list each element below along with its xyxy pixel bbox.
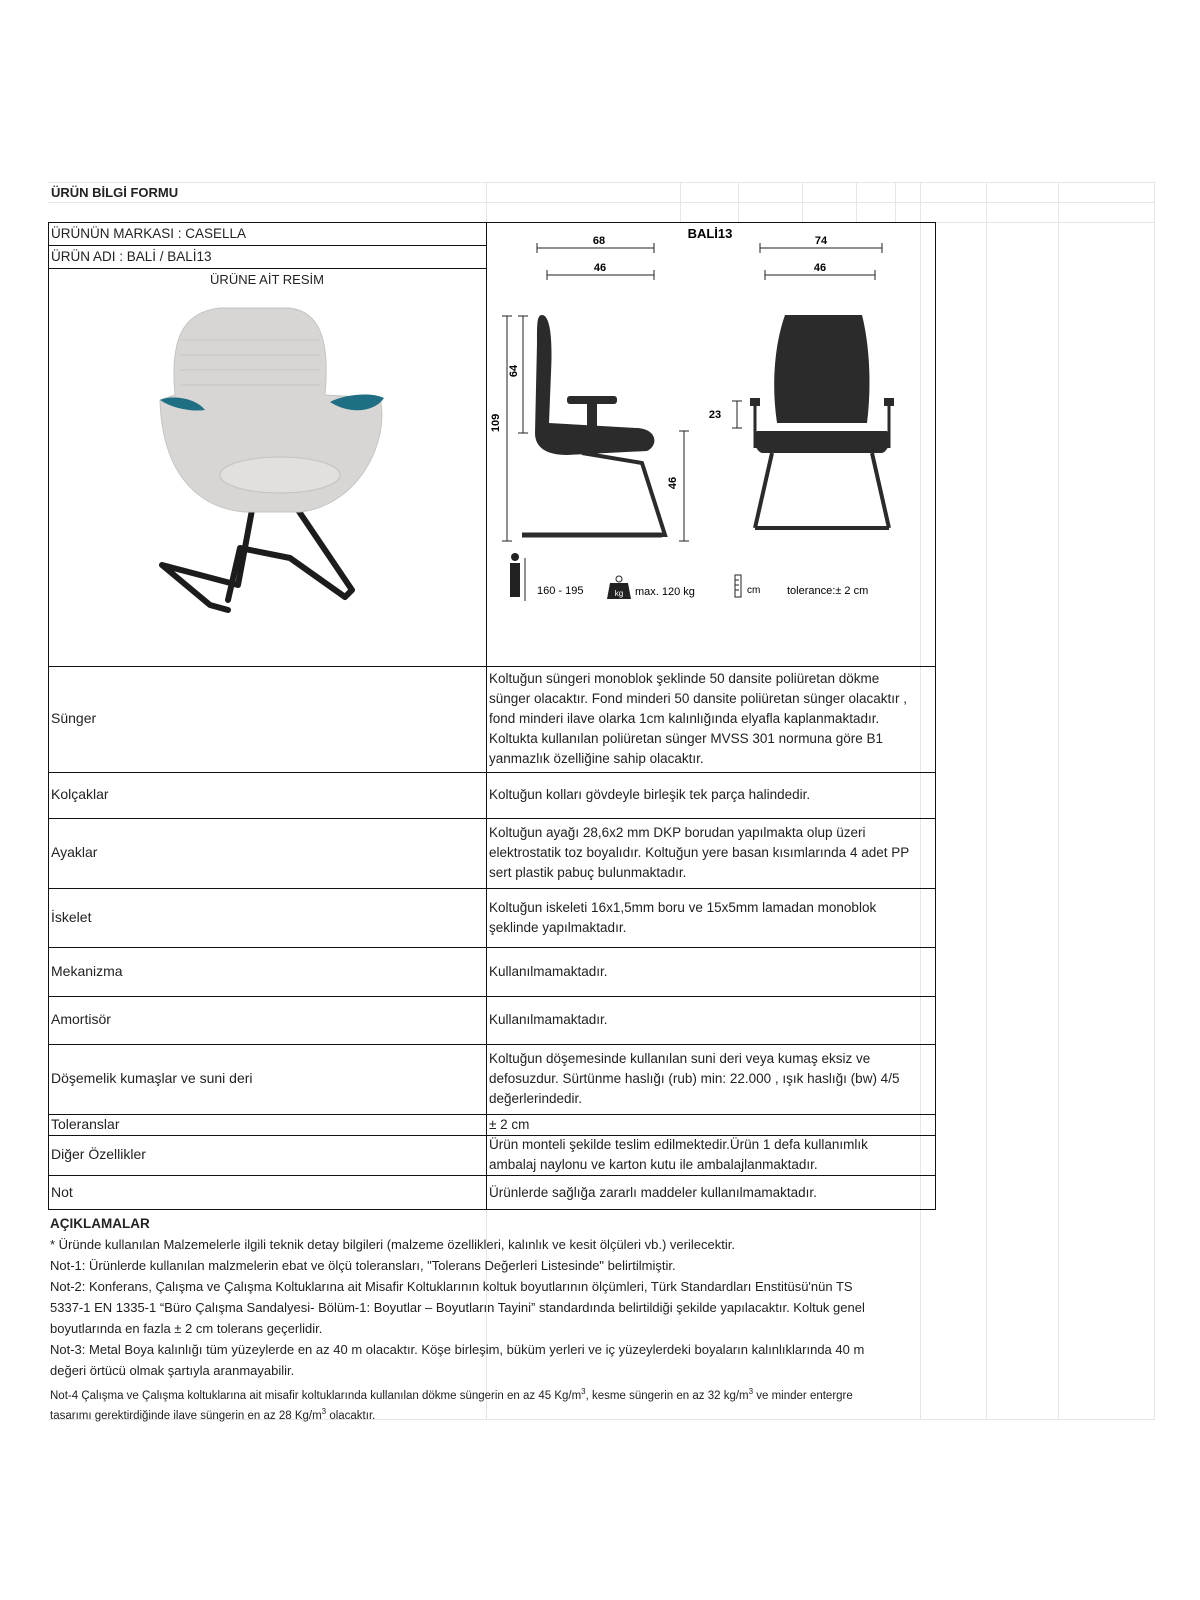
chair-seat-cushion [220, 457, 340, 493]
spec-label: Toleranslar [51, 1115, 120, 1132]
brand-line: ÜRÜNÜN MARKASI : CASELLA [51, 226, 247, 241]
row-divider [48, 818, 936, 819]
column-divider [486, 772, 487, 818]
dim-front-width: 74 [814, 235, 828, 247]
spec-value-line: değerlerindedir. [489, 1091, 583, 1106]
column-divider [486, 666, 487, 772]
spec-label: Not [51, 1183, 73, 1200]
spec-value-line: Koltukta kullanılan poliüretan sünger MVSS 301 normuna göre B1 [489, 731, 883, 746]
spec-value-line: Kullanılmamaktadır. [489, 963, 608, 979]
user-height-range: 160 - 195 [537, 585, 584, 597]
side-view-chair [535, 315, 654, 455]
person-icon [510, 553, 525, 601]
spec-value-line: fond minderi ilave olarka 1cm kalınlığında elyafla kaplanmaktadır. [489, 711, 880, 726]
spec-value-line: Ürünlerde sağlığa zararlı maddeler kullanılmamaktadır. [489, 1184, 817, 1200]
spec-value-line: Koltuğun döşemesinde kullanılan suni deri veya kumaş eksiz ve [489, 1051, 871, 1066]
unit-label: cm [747, 585, 761, 596]
spec-value-line: Kullanılmamaktadır. [489, 1012, 608, 1027]
row-divider [48, 996, 936, 997]
weight-icon [607, 576, 631, 599]
row-divider [48, 666, 936, 667]
note-2-line-1: Not-2: Konferans, Çalışma ve Çalışma Koltuklarına ait Misafir Koltuklarının koltuk boyutlarının ölçümleri, Türk Standardları Enstitüsü'nün TS [50, 1279, 853, 1294]
divider [48, 268, 486, 269]
spec-value-line: Koltuğun iskeleti 16x1,5mm boru ve 15x5mm lamadan monoblok [489, 899, 877, 915]
note-4-line-1: Not-4 Çalışma ve Çalışma koltuklarına ait misafir koltuklarında kullanılan dökme süngerin en az 45 $Kg/m^3$, kesme süngerin en az 32 $kg/m^3$ ve minder entergre [50, 1387, 853, 1402]
dim-front-seat: 46 [813, 262, 827, 274]
front-view-chair [774, 315, 869, 423]
dim-arm-height: 23 [708, 409, 722, 421]
spec-value-line: defosuzdur. Sürtünme haslığı (rub) min: 22.000 , ışık haslığı (bw) 4/5 [489, 1071, 900, 1086]
note-3-line-2: değeri örtücü olmak şartıyla aranmayabilir. [50, 1363, 295, 1378]
model-label: BALİ13 [687, 226, 733, 241]
column-divider [486, 1044, 487, 1114]
spec-value-line: yanmazlık özelliğine sahip olacaktır. [489, 751, 704, 766]
image-caption: ÜRÜNE AİT RESİM [210, 272, 324, 287]
note-2-line-2: 5337-1 EN 1335-1 “Büro Çalışma Sandalyesi- Bölüm-1: Boyutlar – Boyutların Tayini” standardında belirtildiği şekilde yapılacaktır. Koltuk genel [50, 1300, 865, 1315]
spec-value-line: ambalaj naylonu ve karton kutu ile ambalajlanmaktadır. [489, 1157, 818, 1172]
note-3-line-1: Not-3: Metal Boya kalınlığı tüm yüzeylerde en az 40 m olacaktır. Köşe birleşim, büküm yerleri ve iç yüzeylerdeki boyaların kalınlıklarında 40 m [50, 1342, 865, 1357]
spec-value-line: Koltuğun ayağı 28,6x2 mm DKP borudan yapılmakta olup üzeri [489, 825, 866, 840]
spec-value-line: şeklinde yapılmaktadır. [489, 919, 627, 935]
dim-side-width: 68 [592, 235, 606, 247]
dim-seat-height: 46 [667, 476, 679, 490]
spec-label: Mekanizma [51, 962, 123, 979]
spec-value-line: Koltuğun kolları gövdeyle birleşik tek parça halindedir. [489, 787, 811, 802]
divider [48, 245, 486, 246]
weight-badge-text: kg [614, 589, 624, 598]
dim-side-seat: 46 [593, 262, 607, 274]
column-divider [486, 1135, 487, 1175]
tolerance-label: tolerance:± 2 cm [787, 585, 869, 597]
product-name-line: ÜRÜN ADI : BALİ / BALİ13 [51, 249, 212, 264]
dim-back-height: 64 [508, 364, 520, 378]
spec-value-line: Koltuğun süngeri monoblok şeklinde 50 dansite poliüretan dökme [489, 671, 880, 686]
ruler-icon [735, 575, 741, 597]
note-2-line-3: boyutlarında en fazla ± 2 cm tolerans geçerlidir. [50, 1321, 323, 1336]
spec-label: Döşemelik kumaşlar ve suni deri [51, 1070, 253, 1086]
chair-photo [140, 300, 420, 630]
row-divider [48, 947, 936, 948]
row-divider [48, 772, 936, 773]
column-divider [486, 996, 487, 1044]
note-general: * Üründe kullanılan Malzemelerle ilgili teknik detay bilgileri (malzeme özellikleri, kalınlık ve kesit ölçüleri vb.) verilecektir. [50, 1237, 735, 1252]
technical-drawing [487, 223, 935, 643]
spec-label: Sünger [51, 710, 97, 726]
spec-value-line: sert plastik pabuç bulunmaktadır. [489, 865, 687, 880]
spec-label: Ayaklar [51, 844, 98, 860]
column-divider [486, 1114, 487, 1135]
column-divider [486, 818, 487, 888]
form-title: ÜRÜN BİLGİ FORMU [51, 185, 179, 200]
row-divider [48, 1175, 936, 1176]
row-divider [48, 1044, 936, 1045]
max-load: max. 120 kg [635, 586, 695, 598]
row-divider [48, 888, 936, 889]
dim-total-height: 109 [490, 413, 502, 433]
note-1: Not-1: Ürünlerde kullanılan malzmelerin ebat ve ölçü toleransları, "Tolerans Değerleri Listesinde" belirtilmiştir. [50, 1258, 676, 1273]
spec-label: Diğer Özellikler [51, 1146, 146, 1162]
notes-heading: AÇIKLAMALAR [50, 1216, 150, 1231]
spec-label: İskelet [51, 908, 92, 925]
spec-label: Amortisör [51, 1011, 111, 1027]
spec-value-line: Ürün monteli şekilde teslim edilmektedir.Ürün 1 defa kullanımlık [489, 1137, 868, 1152]
column-divider [486, 888, 487, 947]
column-divider [486, 947, 487, 996]
note-4-line-2: tasarımı gerektirdiğinde ilave süngerin en az 28 $Kg/m^3$ olacaktır. [50, 1407, 376, 1422]
spec-value-line: sünger olacaktır. Fond minderi 50 dansite poliüretan sünger olacaktır , [489, 691, 907, 706]
spec-label: Kolçaklar [51, 786, 109, 802]
spec-value-line: ± 2 cm [489, 1116, 530, 1132]
spec-value-line: elektrostatik toz boyalıdır. Koltuğun yere basan kısımlarında 4 adet PP [489, 845, 910, 860]
column-divider [486, 1175, 487, 1210]
